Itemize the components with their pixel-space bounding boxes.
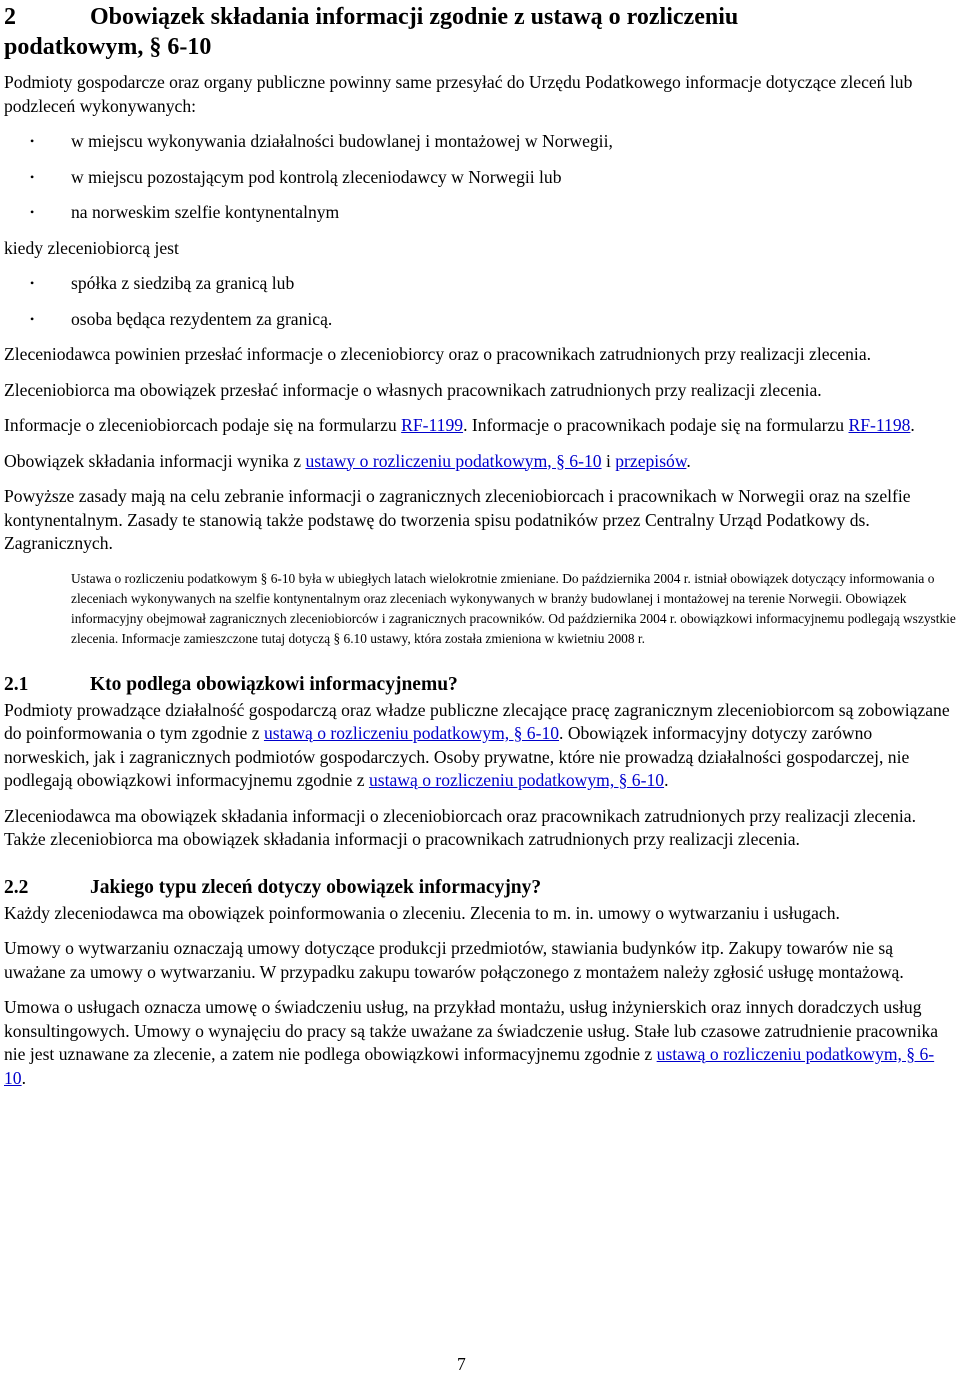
list-item: • spółka z siedzibą za granicą lub: [4, 272, 956, 296]
when-label: kiedy zleceniobiorcą jest: [4, 237, 179, 258]
who-paragraph: Podmioty prowadzące działalność gospodarczą oraz władze publiczne zlecające pracę zagranicznym zleceniobiorcom są zobowiązane do poinformowania o tym zgodnie z ustawą o rozliczeniu podatkowym, § 6-10. Obowiązek informacyjny dotyczy zarówno norweskich, jak i zagranicznych podmiotów gospodarczych. Osoby prywatne, które nie prowadzą działalności gospodarczej, nie podlegają obowiązkowi informacyjnemu zgodnie z ustawą o rozliczeniu podatkowym, § 6-10.: [4, 699, 950, 790]
contractor-paragraph: Zleceniobiorca ma obowiązek przesłać informacje o własnych pracownikach zatrudnionych przy realizacji zlecenia.: [4, 379, 822, 400]
history-note: Ustawa o rozliczeniu podatkowym § 6-10 była w ubiegłych latach wielokrotnie zmieniane. Do października 2004 r. istniał obowiązek dotyczący informowania o zleceniach wykonywanych na szelfie kontynentalnym oraz zleceniach wykonywanych w branży budowlanej i montażowej na terenie Norwegii. Obowiązek informacyjny obejmował zagranicznych zleceniobiorców i zagranicznych pracowników. Od października 2004 r. obowiązkowi informacyjnemu podlegają wszystkie zlecenia. Informacje zamieszczone tutaj dotyczą § 6.10 ustawy, która została zmieniona w kwietniu 2008 r.: [71, 570, 956, 646]
bullet-icon: •: [30, 311, 35, 326]
section-title: Jakiego typu zleceń dotyczy obowiązek informacyjny?: [90, 876, 542, 898]
tax-act-link[interactable]: ustawą o rozliczeniu podatkowym, § 6-10: [368, 770, 665, 790]
client-paragraph: Zleceniodawca powinien przesłać informacje o zleceniobiorcy oraz o pracownikach zatrudnionych przy realizacji zlecenia.: [4, 344, 872, 364]
section-number: 2.2: [4, 876, 29, 898]
list-item: • na norweskim szelfie kontynentalnym: [4, 201, 956, 225]
who-list: [4, 272, 956, 331]
rf-1199-link[interactable]: RF-1199: [401, 415, 464, 435]
manufacturing-paragraph: Umowy o wytwarzaniu oznaczają umowy dotyczące produkcji przedmiotów, stawiania budynków itp. Zakupy towarów nie są uważane za umowy o wytwarzaniu. W przypadku zakupu towarów połączonego z montażem należy zgłosić usługę montażową.: [4, 938, 904, 982]
page-number: 7: [457, 1354, 466, 1374]
bullet-icon: •: [30, 276, 35, 290]
rf-1198-link[interactable]: RF-1198: [848, 415, 911, 435]
bullet-icon: •: [30, 205, 35, 219]
orders-paragraph: Każdy zleceniodawca ma obowiązek poinformowania o zleceniu. Zlecenia to m. in. umowy o wytwarzaniu i usługach.: [4, 902, 840, 923]
list-item: • w miejscu wykonywania działalności budowlanej i montażowej w Norwegii,: [4, 130, 956, 154]
document-page: [4, 0, 956, 1090]
bullet-icon: •: [30, 134, 35, 148]
tax-act-link[interactable]: ustawy o rozliczeniu podatkowym, § 6-10: [305, 450, 602, 471]
services-paragraph: Umowa o usługach oznacza umowę o świadczeniu usług, na przykład montażu, usług inżynierskich oraz innych doradczych usług konsultingowych. Umowy o wynajęciu do pracy są także uważane za świadczenie usług. Stałe lub czasowe zatrudnienie pracownika nie jest uznawane za zlecenie, a zatem nie podlega obowiązkowi informacyjnemu zgodnie z ustawą o rozliczeniu podatkowym, § 6-10.: [4, 997, 939, 1088]
purpose-paragraph: Powyższe zasady mają na celu zebranie informacji o zagranicznych zleceniobiorcach i pracownikach w Norwegii oraz na szelfie kontynentalnym. Zasady te stanowią także podstawę do tworzenia spisu podatników przez Centralny Urząd Podatkowy ds. Zagranicznych.: [4, 486, 911, 553]
intro-paragraph: Podmioty gospodarcze oraz organy publiczne powinny same przesyłać do Urzędu Podatkowego informacje dotyczące zleceń lub podzleceń wykonywanych:: [4, 72, 913, 116]
section-title: Kto podlega obowiązkowi informacyjnemu?: [90, 673, 458, 695]
section-title-cont: podatkowym, § 6-10: [4, 34, 212, 60]
tax-act-link[interactable]: ustawą o rozliczeniu podatkowym, § 6-10: [4, 1044, 935, 1088]
duty-paragraph: Obowiązek składania informacji wynika z ustawy o rozliczeniu podatkowym, § 6-10 i przepisów.: [4, 450, 691, 471]
section-2-2-heading: [4, 876, 956, 900]
section-2-heading: [4, 2, 956, 62]
forms-paragraph: Informacje o zleceniobiorcach podaje się na formularzu RF-1199. Informacje o pracownikach podaje się na formularzu RF-1198.: [4, 415, 915, 435]
places-list: [4, 130, 956, 225]
section-2-1-heading: [4, 673, 956, 697]
section-number: 2: [4, 4, 16, 30]
section-number: 2.1: [4, 673, 29, 695]
section-title: Obowiązek składania informacji zgodnie z ustawą o rozliczeniu: [90, 4, 739, 30]
list-item: • w miejscu pozostającym pod kontrolą zleceniodawcy w Norwegii lub: [4, 166, 956, 190]
list-item: • osoba będąca rezydentem za granicą.: [4, 308, 956, 332]
regulations-link[interactable]: przepisów: [615, 450, 687, 471]
tax-act-link[interactable]: ustawą o rozliczeniu podatkowym, § 6-10: [263, 723, 560, 743]
obligations-paragraph: Zleceniodawca ma obowiązek składania informacji o zleceniobiorcach oraz pracownikach zatrudnionych przy realizacji zlecenia. Także zleceniobiorca ma obowiązek składania informacji o pracownikach zatrudnionych przy realizacji zlecenia.: [4, 805, 916, 849]
bullet-icon: •: [30, 169, 35, 184]
